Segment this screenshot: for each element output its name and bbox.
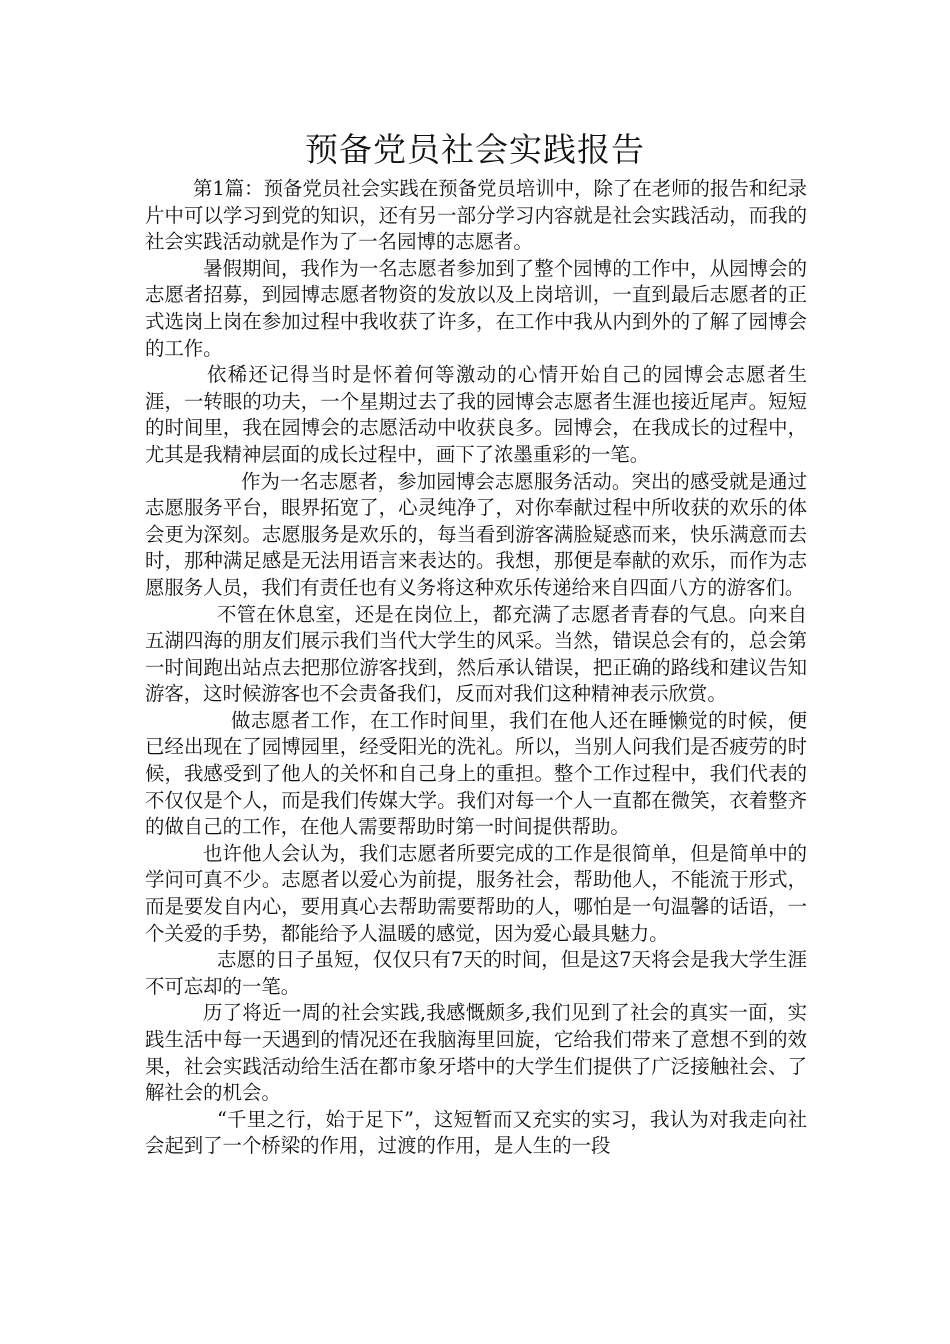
paragraph-3: 依稀还记得当时是怀着何等激动的心情开始自己的园博会志愿者生涯，一转眼的功夫，一个星期过去了我的园博会志愿者生涯也接近尾声。短短的时间里，我在园博会的志愿活动中收获良多。园博会，在我成长的过程中，尤其是我精神层面的成长过程中，画下了浓墨重彩的一笔。	[145, 363, 807, 466]
paragraph-6: 做志愿者工作，在工作时间里，我们在他人还在睡懒觉的时候，便已经出现在了园博园里，经受阳光的洗礼。所以，当别人问我们是否疲劳的时候，我感受到了他人的关怀和自己身上的重担。整个工作过程中，我们代表的不仅仅是个人，而是我们传媒大学。我们对每一个人一直都在微笑，衣着整齐的做自己的工作，在他人需要帮助时第一时间提供帮助。	[145, 708, 807, 839]
paragraph-1: 第1篇：预备党员社会实践在预备党员培训中，除了在老师的报告和纪录片中可以学习到党的知识，还有另一部分学习内容就是社会实践活动，而我的社会实践活动就是作为了一名园博的志愿者。	[145, 177, 807, 254]
paragraph-10: “千里之行，始于足下”，这短暂而又充实的实习，我认为对我走向社会起到了一个桥梁的作用，过渡的作用，是人生的一段	[145, 1107, 807, 1158]
paragraph-4: 作为一名志愿者，参加园博会志愿服务活动。突出的感受就是通过志愿服务平台，眼界拓宽了，心灵纯净了，对你奉献过程中所收获的欢乐的体会更为深刻。志愿服务是欢乐的，每当看到游客满脸疑惑而来，快乐满意而去时，那种满足感是无法用语言来表达的。我想，那便是奉献的欢乐，而作为志愿服务人员，我们有责任也有义务将这种欢乐传递给来自四面八方的游客们。	[145, 469, 807, 599]
paragraph-7: 也许他人会认为，我们志愿者所要完成的工作是很简单，但是简单中的学问可真不少。志愿者以爱心为前提，服务社会，帮助他人，不能流于形式，而是要发自内心，要用真心去帮助需要帮助的人，哪怕是一句温馨的话语，一个关爱的手势，都能给予人温暖的感觉，因为爱心最具魅力。	[145, 841, 807, 945]
paragraph-5: 不管在休息室，还是在岗位上，都充满了志愿者青春的气息。向来自五湖四海的朋友们展示我们当代大学生的风采。当然，错误总会有的，总会第一时间跑出站点去把那位游客找到，然后承认错误，把正确的路线和建议告知游客，这时候游客也不会责备我们，反而对我们这种精神表示欣赏。	[145, 602, 807, 706]
paragraph-2: 暑假期间，我作为一名志愿者参加到了整个园博的工作中，从园博会的志愿者招募，到园博志愿者物资的发放以及上岗培训，一直到最后志愿者的正式选岗上岗在参加过程中我收获了许多，在工作中我从内到外的了解了园博会的工作。	[145, 256, 807, 360]
paragraph-8: 志愿的日子虽短，仅仅只有7天的时间，但是这7天将会是我大学生涯不可忘却的一笔。	[145, 948, 807, 998]
document-body	[145, 176, 807, 1160]
paragraph-9: 历了将近一周的社会实践,我感慨颇多,我们见到了社会的真实一面，实践生活中每一天遇到的情况还在我脑海里回旋，它给我们带来了意想不到的效果，社会实践活动给生活在都市象牙塔中的大学生们提供了广泛接触社会、了解社会的机会。	[145, 1001, 807, 1105]
document-title: 预备党员社会实践报告	[305, 130, 645, 169]
